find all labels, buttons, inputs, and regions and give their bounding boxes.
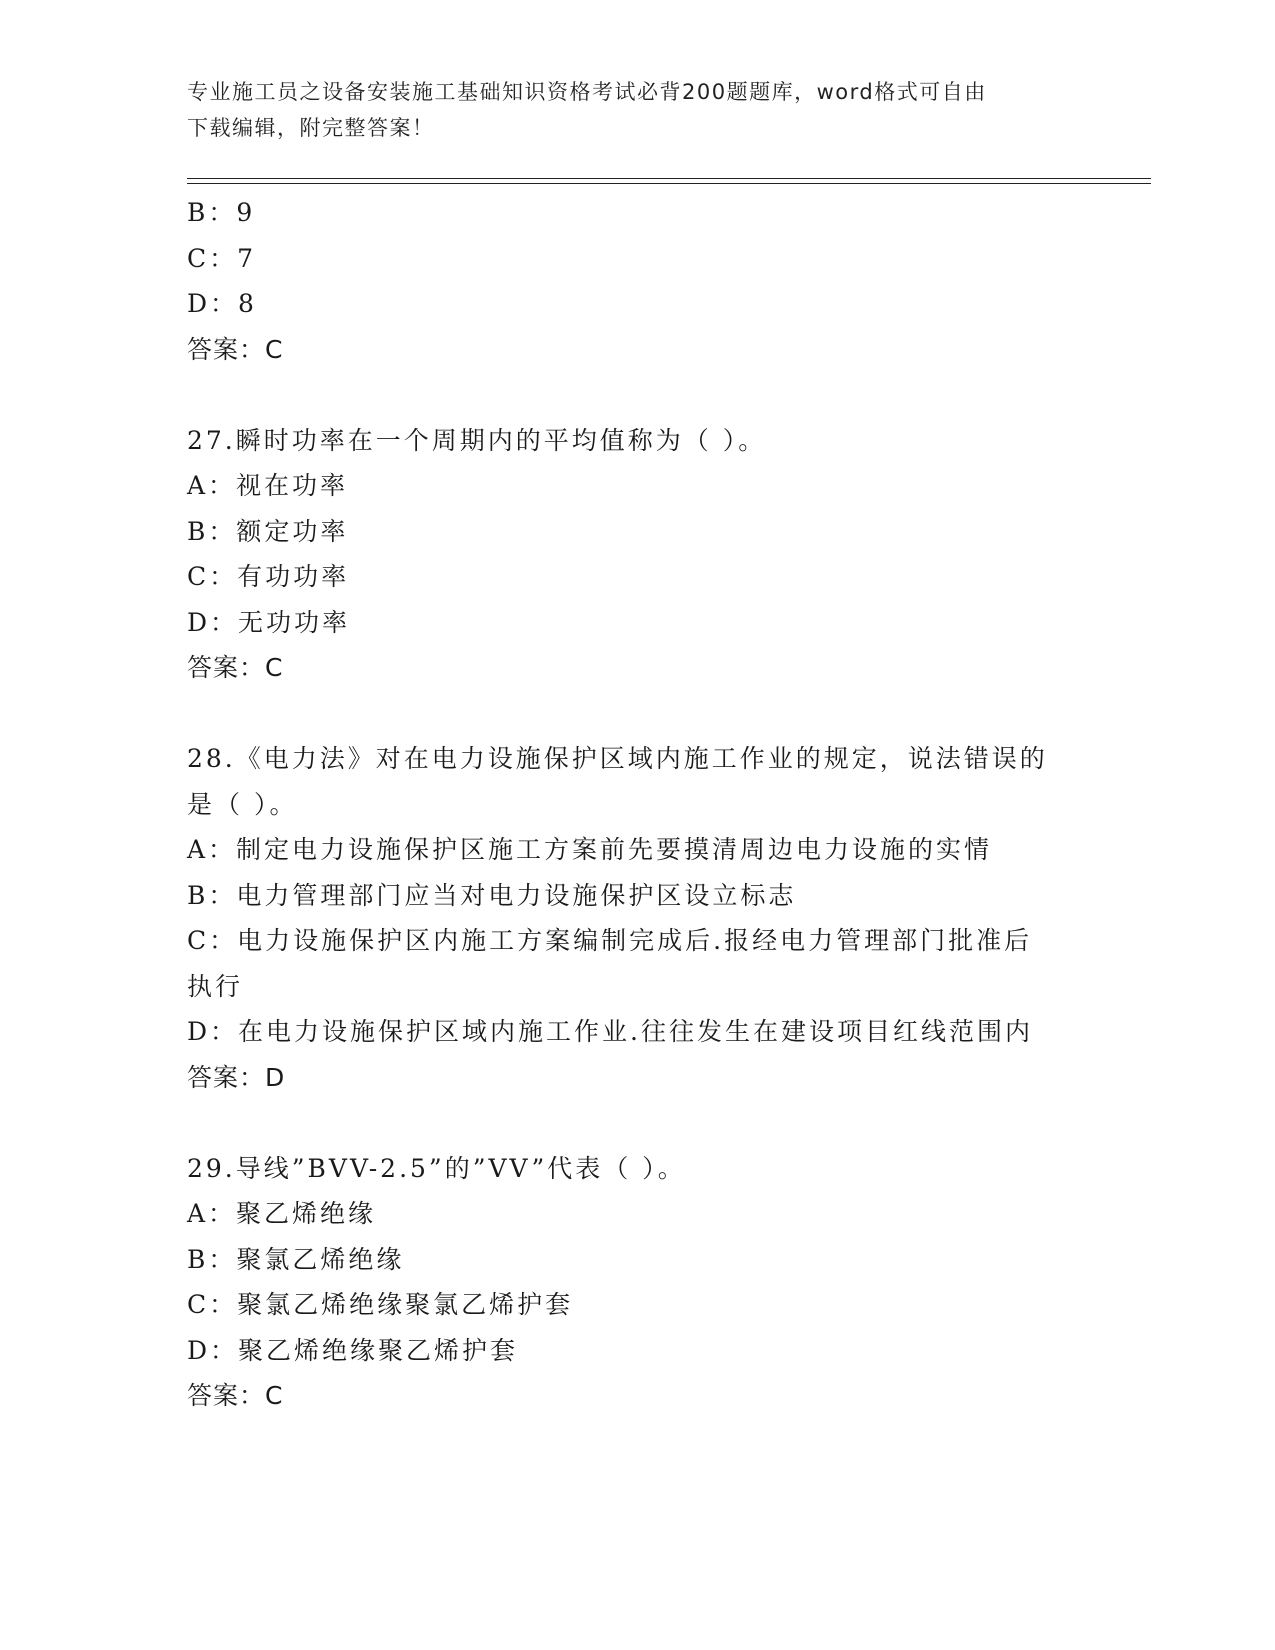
option-a: A：视在功率	[187, 471, 349, 500]
answer: 答案：C	[187, 653, 284, 682]
question-stem-line-2: 是（ ）。	[187, 789, 298, 819]
spacer	[187, 372, 1087, 418]
question-27	[187, 418, 1087, 691]
question-stem: 29.导线”BVV-2.5”的”VV”代表（ ）。	[187, 1153, 686, 1183]
answer: 答案：D	[187, 1062, 286, 1092]
option-c: C：7	[187, 243, 257, 273]
header-divider-top	[187, 178, 1151, 179]
header-title-line-2: 下载编辑，附完整答案！	[187, 116, 435, 140]
question-stem-line-1: 28.《电力法》对在电力设施保护区域内施工作业的规定，说法错误的	[187, 744, 1048, 773]
option-d: D：在电力设施保护区域内施工作业.往往发生在建设项目红线范围内	[187, 1017, 1033, 1046]
option-b: B：额定功率	[187, 516, 349, 546]
question-stem: 27.瞬时功率在一个周期内的平均值称为（ ）。	[187, 425, 767, 455]
spacer	[187, 1100, 1087, 1146]
option-d: D：无功功率	[187, 607, 351, 637]
option-d: D：聚乙烯绝缘聚乙烯护套	[187, 1335, 519, 1365]
option-d: D：8	[187, 289, 257, 318]
header-divider-bottom	[187, 183, 1151, 184]
option-c-line-2: 执行	[187, 971, 244, 1001]
option-b: B：9	[187, 198, 256, 227]
option-c: C：有功功率	[187, 562, 350, 591]
answer: 答案：C	[187, 1381, 284, 1410]
question-26-continued	[187, 190, 1087, 372]
answer: 答案：C	[187, 334, 284, 364]
option-c: C：聚氯乙烯绝缘聚氯乙烯护套	[187, 1290, 574, 1319]
question-list	[187, 190, 1087, 1419]
spacer	[187, 691, 1087, 737]
option-a: A：制定电力设施保护区施工方案前先要摸清周边电力设施的实情	[187, 835, 993, 864]
option-a: A：聚乙烯绝缘	[187, 1199, 377, 1228]
header-title-line-1: 专业施工员之设备安装施工基础知识资格考试必背200题题库，word格式可自由	[187, 80, 987, 104]
option-b: B：聚氯乙烯绝缘	[187, 1244, 405, 1274]
question-28	[187, 736, 1087, 1100]
question-29	[187, 1146, 1087, 1419]
option-b: B：电力管理部门应当对电力设施保护区设立标志	[187, 880, 797, 910]
document-header	[187, 74, 1067, 146]
option-c-line-1: C：电力设施保护区内施工方案编制完成后.报经电力管理部门批准后	[187, 926, 1033, 955]
